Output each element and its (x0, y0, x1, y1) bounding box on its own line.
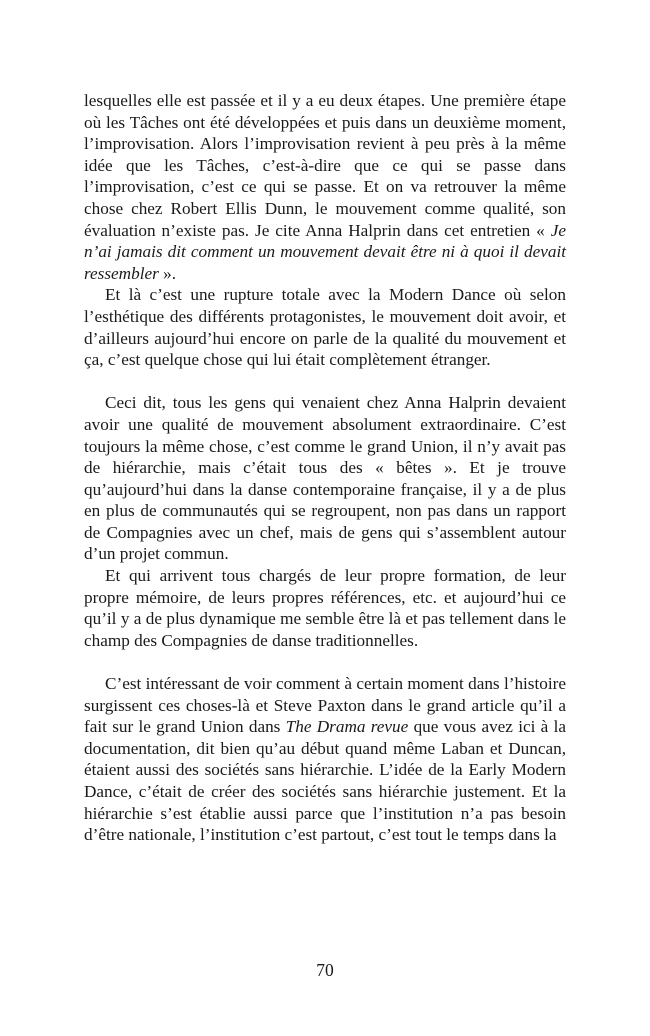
paragraph-1-quote: Je n’ai jamais dit comment un mouvement devait être ni à quoi il devait ressembler (84, 220, 566, 283)
paragraph-4: Et qui arrivent tous chargés de leur propre formation, de leur propre mémoire, de leurs propres références, etc. et aujourd’hui ce qu’il y a de plus dynamique me semble être là et pas tellement dans le champ des Compagnies de danse traditionnelles. (84, 566, 566, 650)
paragraph-1-text-end: ». (158, 263, 176, 283)
page-body-text (84, 90, 566, 846)
paragraph-5-text: C’est intéressant de voir comment à certain moment dans l’histoire surgissent ces choses-là et Steve Paxton dans le grand article qu’il a fait sur le grand Union dans (84, 674, 566, 737)
paragraph-5-title: The Drama revue (285, 717, 409, 737)
paragraph-5 (84, 673, 566, 846)
paragraph-1-text: lesquelles elle est passée et il y a eu deux étapes. Une première étape où les Tâches ont été développées et puis dans un deuxième moment, l’improvisation. Alors l’improvisation revient à peu près à la même idée que les Tâches, c’est-à-dire que ce qui se passe dans l’improvisation, c’est ce qui se passe. Et on va retrouver la même chose chez Robert Ellis Dunn, le mouvement comme qualité, son évaluation n’existe pas. Je cite Anna Halprin dans cet entretien « (84, 91, 566, 240)
paragraph-5-text-end: que vous avez ici à la documentation, dit bien qu’au début quand même Laban et Duncan, étaient aussi des sociétés sans hiérarchie. L’idée de la Early Modern Dance, c’était de créer des sociétés sans hiérarchie justement. Et la hiérarchie s’est établie aussi parce que l’institution n’a pas besoin d’être nationale, l’institution c’est partout, c’est tout le temps dans la (84, 717, 567, 845)
page-number: 70 (316, 960, 334, 980)
paragraph-1 (84, 90, 566, 284)
paragraph-3: Ceci dit, tous les gens qui venaient chez Anna Halprin devaient avoir une qualité de mouvement absolument extraordinaire. C’est toujours la même chose, c’est comme le grand Union, il n’y avait pas de hiérarchie, mais c’était tous des « bêtes ». Et je trouve qu’aujourd’hui dans la danse contemporaine française, il y a de plus en plus de communautés qui se regroupent, non pas dans un rapport de Compagnies avec un chef, mais de gens qui s’assemblent autour d’un projet commun. (84, 393, 566, 564)
paragraph-2: Et là c’est une rupture totale avec la Modern Dance où selon l’esthétique des différents protagonistes, le mouvement doit avoir, et d’ailleurs aujourd’hui encore on parle de la qualité du mouvement et ça, c’est quelque chose qui lui était complètement étranger. (84, 285, 566, 370)
